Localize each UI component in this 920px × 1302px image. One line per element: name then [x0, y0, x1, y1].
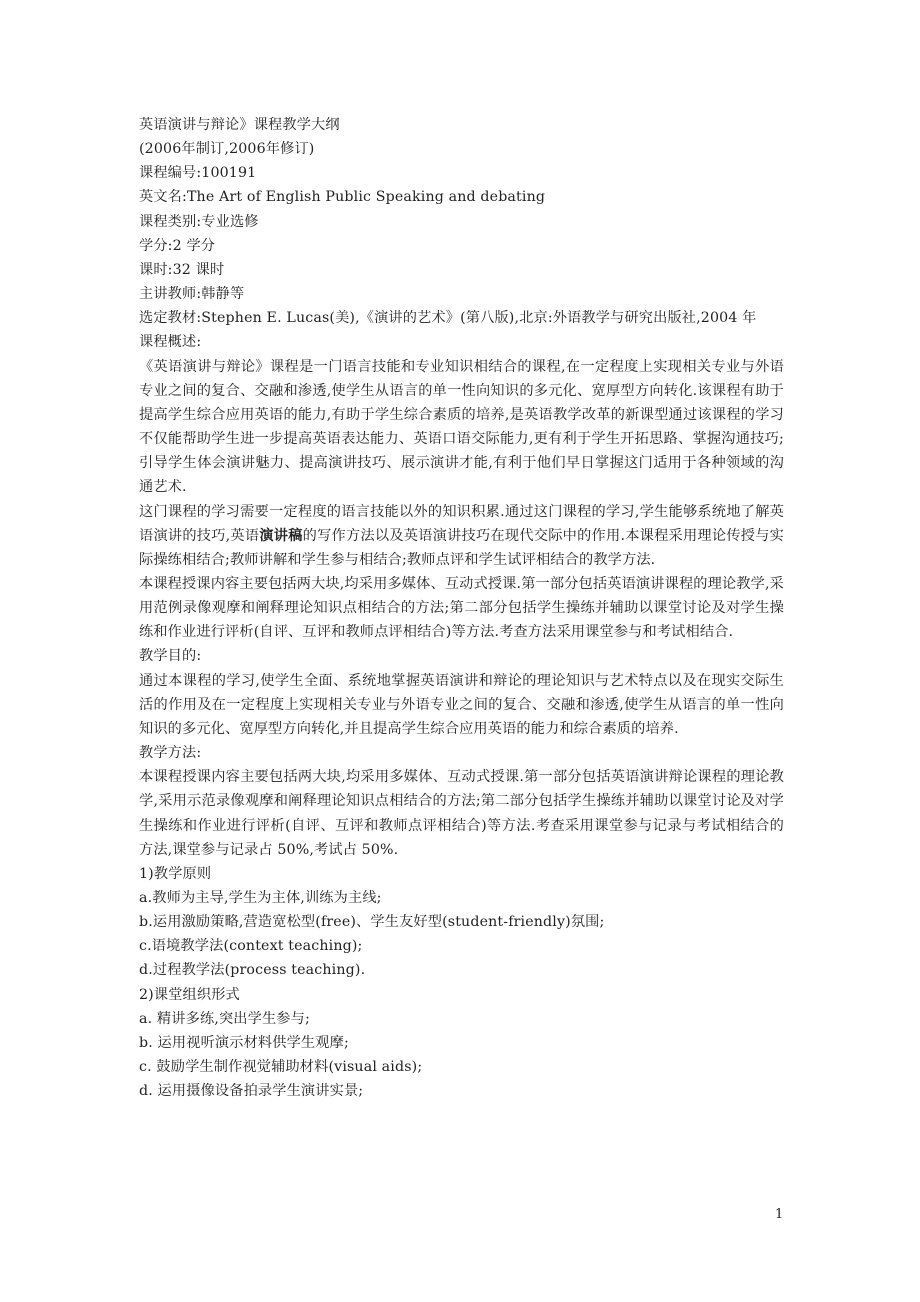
organization-item: c. 鼓励学生制作视觉辅助材料(visual aids); — [139, 1059, 423, 1076]
organization-item: d. 运用摄像设备拍录学生演讲实景; — [139, 1083, 364, 1100]
page-number: 1 — [775, 1207, 784, 1222]
overview-paragraph-2 — [139, 500, 784, 572]
english-name: 英文名:The Art of English Public Speaking and debating — [139, 189, 546, 206]
overview-paragraph-1: 《英语演讲与辩论》课程是一门语言技能和专业知识相结合的课程,在一定程度上实现相关专业与外语专业之间的复合、交融和渗透,使学生从语言的单一性向知识的多元化、宽厚型方向转化.该课程有助于提高学生综合应用英语的能力,有助于学生综合素质的培养,是英语教学改革的新课型通过该课程的学习不仅能帮助学生进一步提高英语表达能力、英语口语交际能力,更有利于学生开拓思路、掌握沟通技巧;引导学生体会演讲魅力、提高演讲技巧、展示演讲才能,有利于他们早日掌握这门适用于各种领域的沟通艺术. — [139, 358, 784, 496]
principles-heading: 1)教学原则 — [139, 865, 212, 882]
overview-paragraph-3: 本课程授课内容主要包括两大块,均采用多媒体、互动式授课.第一部分包括英语演讲课程的理论教学,采用范例录像观摩和阐释理论知识点相结合的方法;第二部分包括学生操练并辅助以课堂讨论及对学生操练和作业进行评析(自评、互评和教师点评相结合)等方法.考查方法采用课堂参与和考试相结合. — [139, 575, 784, 641]
overview-paragraph-2-start: 这门课程的学习需要一定程度的语言技能以外的知识积累.通过这门课程的学习,学生能够系统地了解英语演讲的技巧,英语 — [139, 503, 784, 544]
textbook: 选定教材:Stephen E. Lucas(美),《演讲的艺术》(第八版),北京:外语教学与研究出版社,2004 年 — [139, 310, 757, 327]
organization-item: b. 运用视听演示材料供学生观摩; — [139, 1034, 349, 1051]
hours: 课时:32 课时 — [139, 261, 225, 278]
organization-heading: 2)课堂组织形式 — [139, 986, 240, 1003]
principle-item: b.运用激励策略,营造宽松型(free)、学生友好型(student-friendly)氛围; — [139, 914, 605, 931]
principle-item: d.过程教学法(process teaching). — [139, 962, 366, 979]
method-paragraph: 本课程授课内容主要包括两大块,均采用多媒体、互动式授课.第一部分包括英语演讲辩论课程的理论教学,采用示范录像观摩和阐释理论知识点相结合的方法;第二部分包括学生操练并辅助以课堂讨论及对学生操练和作业进行评析(自评、互评和教师点评相结合)等方法.考查采用课堂参与记录与考试相结合的方法,课堂参与记录占 50%,考试占 50%. — [139, 769, 784, 858]
revision-note: (2006年制订,2006年修订) — [139, 141, 315, 158]
method-heading: 教学方法: — [139, 745, 202, 762]
principle-item: c.语境教学法(context teaching); — [139, 938, 363, 955]
speech-draft-bold: 演讲稿 — [259, 527, 303, 544]
organization-item: a. 精讲多练,突出学生参与; — [139, 1010, 310, 1027]
overview-heading: 课程概述: — [139, 334, 202, 351]
overview-paragraph-2-end: 的写作方法以及英语演讲技巧在现代交际中的作用.本课程采用理论传授与实际操练相结合;教师讲解和学生参与相结合;教师点评和学生试评相结合的教学方法. — [139, 527, 784, 568]
goal-paragraph: 通过本课程的学习,使学生全面、系统地掌握英语演讲和辩论的理论知识与艺术特点以及在现实交际生活的作用及在一定程度上实现相关专业与外语专业之间的复合、交融和渗透,使学生从语言的单一性向知识的多元化、宽厚型方向转化,并且提高学生综合应用英语的能力和综合素质的培养. — [139, 672, 784, 737]
document-title: 英语演讲与辩论》课程教学大纲 — [139, 117, 340, 133]
principle-item: a.教师为主导,学生为主体,训练为主线; — [139, 890, 382, 906]
instructor: 主讲教师:韩静等 — [139, 286, 245, 303]
course-type: 课程类别:专业选修 — [139, 213, 259, 230]
course-code: 课程编号:100191 — [139, 165, 257, 182]
document-body — [139, 113, 784, 1103]
credits: 学分:2 学分 — [139, 237, 216, 254]
goal-heading: 教学目的: — [139, 648, 202, 665]
